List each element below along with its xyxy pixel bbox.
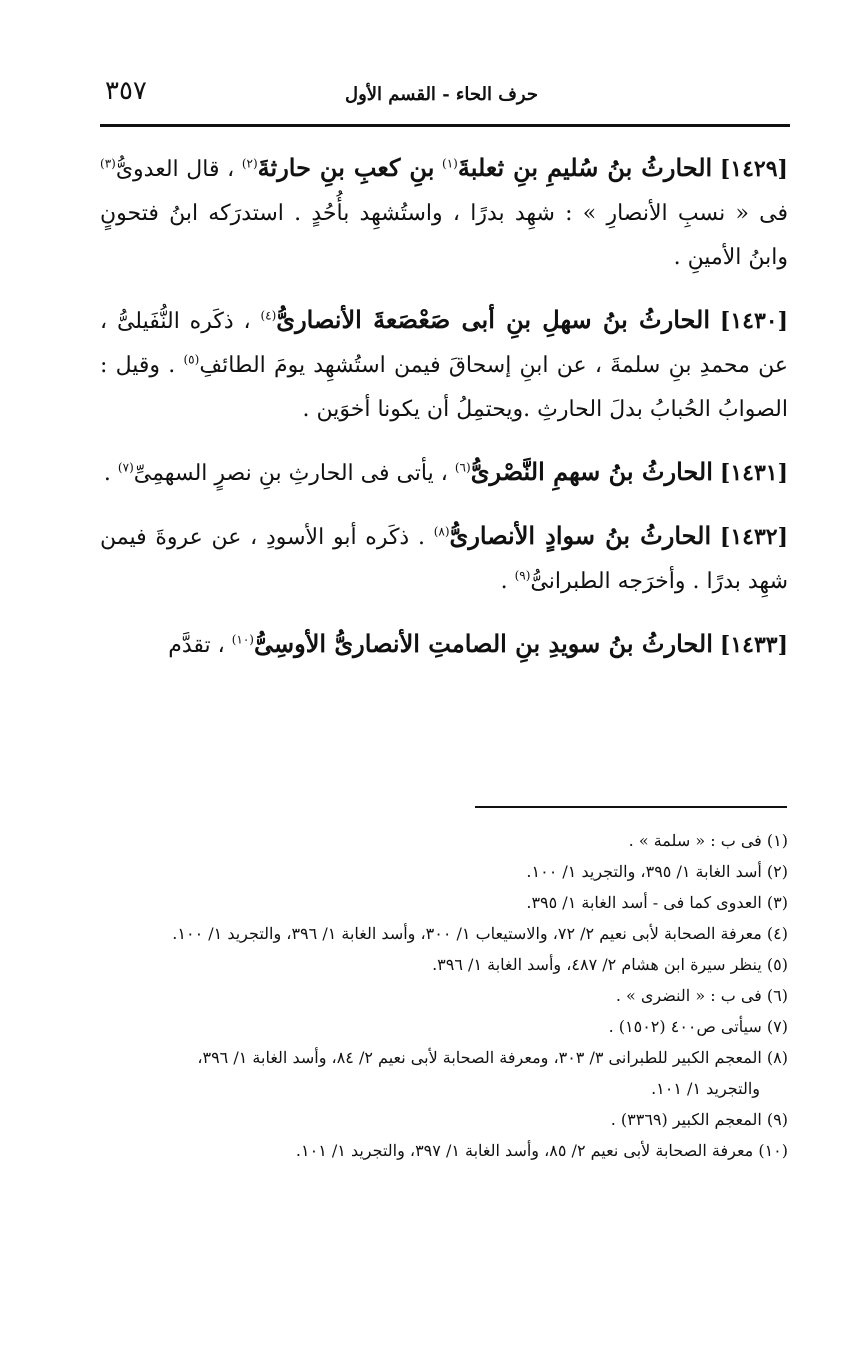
footnote-3: (٣) العدوى كما فى - أسد الغابة ١/ ٣٩٥. <box>526 893 788 912</box>
footnote-1: (١) فى ب : « سلمة » . <box>628 831 788 850</box>
footnote-ref[interactable]: (٢) <box>241 156 258 171</box>
entry-1433 <box>100 622 788 668</box>
entry-title: الحارثُ بنُ سويدِ بنِ الصامتِ الأنصارىُّ الأوسِىُّ <box>253 629 713 658</box>
footnote-8: (٨) المعجم الكبير للطبرانى ٣/ ٣٠٣، ومعرفة الصحابة لأبى نعيم ٢/ ٨٤، وأسد الغابة ١/ ٣٩٦، <box>197 1048 788 1067</box>
footnote-7: (٧) سيأتى ص٤٠٠ (١٥٠٢) . <box>608 1017 788 1036</box>
entry-text: . ذكَره أبو الأسودِ ، عن عروةَ فيمن شهِد بدرًا . وأخرَجه الطبرانىُّ <box>100 525 788 594</box>
entry-title: الحارثُ بنُ سهمِ النَّصْرىُّ <box>470 457 713 486</box>
entry-text-cont: . <box>500 569 508 594</box>
entry-text: ، يأتى فى الحارثِ بنِ نصرٍ السهمِىِّ <box>133 461 448 486</box>
entry-title-cont: بنِ كعبِ بنِ حارثةَ <box>257 153 435 182</box>
entry-title: الحارثُ بنُ سُليمِ بنِ ثعلبةَ <box>457 153 713 182</box>
footnote-ref[interactable]: (١٠) <box>231 632 254 647</box>
header-rule <box>100 124 790 127</box>
running-title: حرف الحاء - القسم الأول <box>345 84 538 105</box>
footnote-4: (٤) معرفة الصحابة لأبى نعيم ٢/ ٧٢، والاستيعاب ١/ ٣٠٠، وأسد الغابة ١/ ٣٩٦، والتجريد ١/ ١٠٠. <box>172 924 788 943</box>
page-number: ٣٥٧ <box>105 76 147 106</box>
footnote-10: (١٠) معرفة الصحابة لأبى نعيم ٢/ ٨٥، وأسد الغابة ١/ ٣٩٧، والتجريد ١/ ١٠١. <box>295 1141 788 1160</box>
footnote-ref[interactable]: (٩) <box>514 568 531 583</box>
footnote-8-continued: والتجريد ١/ ١٠١. <box>651 1079 760 1098</box>
footnote-rule <box>475 806 787 808</box>
entry-1431 <box>100 450 788 496</box>
entry-text: ، تقدَّم <box>168 633 225 658</box>
footnotes <box>100 825 788 1166</box>
entry-number: [١٤٣٢] <box>719 524 789 550</box>
footnote-5: (٥) ينظر سيرة ابن هشام ٢/ ٤٨٧، وأسد الغابة ١/ ٣٩٦. <box>432 955 788 974</box>
page-header <box>105 70 788 120</box>
entry-1429 <box>100 146 788 280</box>
entry-title: الحارثُ بنُ سهلِ بنِ أبى صَعْصَعةَ الأنصارىُّ <box>276 305 711 334</box>
footnote-6: (٦) فى ب : « النضرى » . <box>615 986 788 1005</box>
entry-title: الحارثُ بنُ سوادٍ الأنصارىُّ <box>449 521 712 550</box>
entry-text-cont: . <box>103 461 111 486</box>
footnote-ref[interactable]: (١) <box>442 156 458 171</box>
entry-number: [١٤٢٩] <box>719 156 788 182</box>
entry-text: ، قال العدوىُّ <box>115 157 235 182</box>
footnote-2: (٢) أسد الغابة ١/ ٣٩٥، والتجريد ١/ ١٠٠. <box>526 862 788 881</box>
entry-number: [١٤٣١] <box>719 460 788 486</box>
footnote-ref[interactable]: (٥) <box>183 352 200 367</box>
entry-number: [١٤٣٠] <box>719 308 788 334</box>
main-text <box>100 146 788 686</box>
entry-text: ، ذكَره النُّفَيلىُّ ، عن محمدِ بنِ سلمةَ ، عن ابنِ إسحاقَ فيمن استُشهِد يومَ الطائفِ <box>100 309 788 378</box>
footnote-ref[interactable]: (٣) <box>100 156 116 171</box>
footnote-ref[interactable]: (٨) <box>433 524 450 539</box>
entry-text-cont: . وقيل : الصوابُ الحُبابُ بدلَ الحارثِ .ويحتمِلُ أن يكونا أخوَين . <box>100 353 788 422</box>
entry-1430 <box>100 298 788 432</box>
footnote-ref[interactable]: (٧) <box>117 460 134 475</box>
entry-number: [١٤٣٣] <box>719 632 788 658</box>
entry-1432 <box>100 514 788 604</box>
footnote-9: (٩) المعجم الكبير (٣٣٦٩) . <box>610 1110 788 1129</box>
footnote-ref[interactable]: (٤) <box>260 308 277 323</box>
entry-text-cont: فى « نسبِ الأنصارِ » : شهِد بدرًا ، واستُشهِد بأُحُدٍ . استدرَكه ابنُ فتحونٍ وابنُ الأمينِ . <box>100 201 788 270</box>
footnote-ref[interactable]: (٦) <box>454 460 471 475</box>
